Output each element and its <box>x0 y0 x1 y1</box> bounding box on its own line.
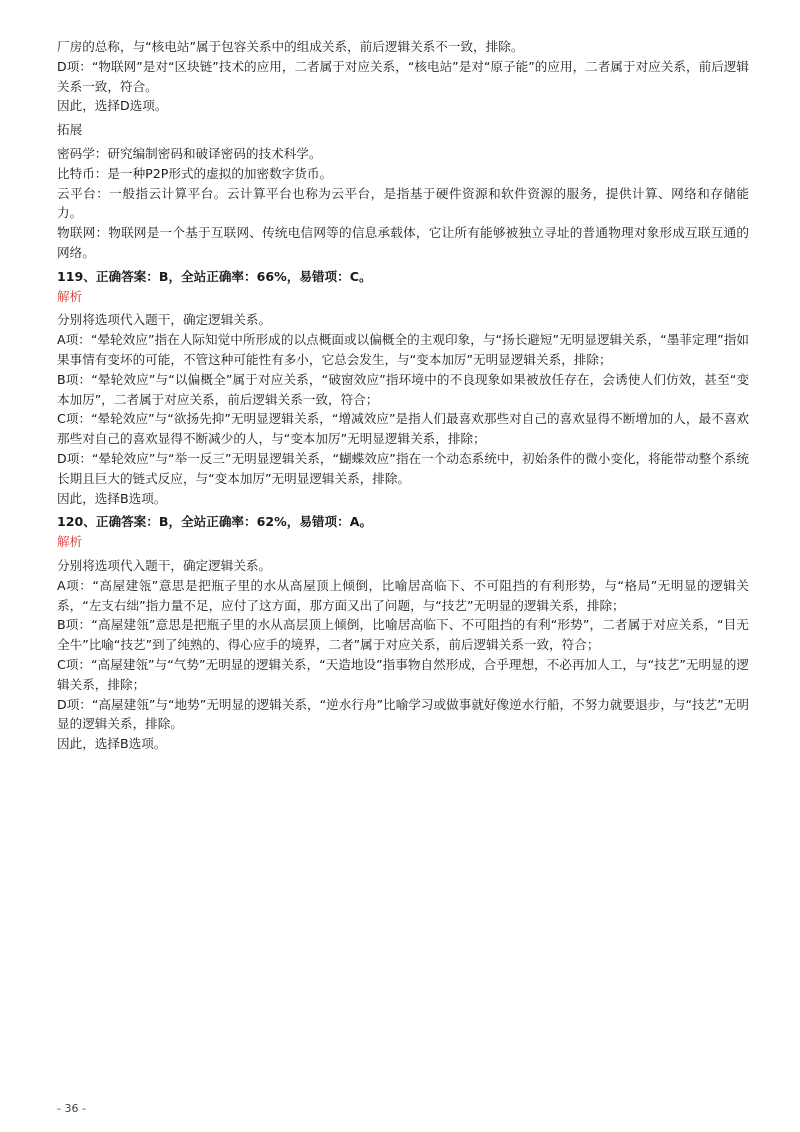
question-120-option-a: A项：“高屋建瓴”意思是把瓶子里的水从高屋顶上倾倒，比喻居高临下、不可阻挡的有利形势，与“格局”无明显的逻辑关系，“左支右绌”指力量不足，应付了这方面，那方面又出了问题，与“技艺”无明显的逻辑关系，排除； <box>57 577 749 613</box>
question-120-analysis-label: 解析 <box>57 534 83 550</box>
question-120-intro: 分别将选项代入题干，确定逻辑关系。 <box>57 557 272 573</box>
question-119-heading: 119、正确答案：B，全站正确率：66%，易错项：C。 <box>57 268 372 284</box>
question-119-intro: 分别将选项代入题干，确定逻辑关系。 <box>57 312 272 328</box>
extension-item-cryptography: 密码学：研究编制密码和破译密码的技术科学。 <box>57 145 322 161</box>
question-119-analysis-label: 解析 <box>57 288 83 304</box>
question-119-conclusion: 因此，选择B选项。 <box>57 490 167 506</box>
question-119-option-c: C项：“晕轮效应”与“欲扬先抑”无明显逻辑关系，“增减效应”是指人们最喜欢那些对自己的喜欢显得不断增加的人，最不喜欢那些对自己的喜欢显得不断减少的人，与“变本加厉”无明显逻辑关系，排除； <box>57 411 749 447</box>
extension-item-bitcoin: 比特币：是一种P2P形式的虚拟的加密数字货币。 <box>57 165 333 181</box>
page-number: - 36 - <box>57 1102 86 1115</box>
page-content <box>57 37 749 754</box>
option-d-text: D项：“物联网”是对“区块链”技术的应用，二者属于对应关系，“核电站”是对“原子能”的应用，二者属于对应关系，前后逻辑关系一致，符合。 <box>57 58 749 94</box>
extension-title: 拓展 <box>57 122 83 138</box>
question-119-option-d: D项：“晕轮效应”与“举一反三”无明显逻辑关系，“蝴蝶效应”指在一个动态系统中，初始条件的微小变化，将能带动整个系统长期且巨大的链式反应，与“变本加厉”无明显逻辑关系，排除。 <box>57 450 749 486</box>
question-120-option-b: B项：“高屋建瓴”意思是把瓶子里的水从高层顶上倾倒，比喻居高临下、不可阻挡的有利“形势”，二者属于对应关系，“目无全牛”比喻“技艺”到了纯熟的、得心应手的境界，二者”属于对应关系，前后逻辑关系一致，符合； <box>57 617 749 653</box>
conclusion-text: 因此，选择D选项。 <box>57 98 168 114</box>
question-120-heading: 120、正确答案：B，全站正确率：62%，易错项：A。 <box>57 514 373 530</box>
question-120-conclusion: 因此，选择B选项。 <box>57 736 167 752</box>
extension-item-iot: 物联网：物联网是一个基于互联网、传统电信网等的信息承载体，它让所有能够被独立寻址的普通物理对象形成互联互通的网络。 <box>57 225 749 260</box>
question-120-option-d: D项：“高屋建瓴”与“地势”无明显的逻辑关系，“逆水行舟”比喻学习或做事就好像逆水行船，不努力就要退步，与“技艺”无明显的逻辑关系，排除。 <box>57 696 749 732</box>
continuation-line: 厂房的总称，与“核电站”属于包容关系中的组成关系，前后逻辑关系不一致，排除。 <box>57 39 524 54</box>
question-120-option-c: C项：“高屋建瓴”与“气势”无明显的逻辑关系，“天造地设”指事物自然形成，合乎理想，不必再加人工，与“技艺”无明显的逻辑关系，排除； <box>57 656 749 692</box>
question-119-option-b: B项：“晕轮效应”与“以偏概全”属于对应关系，“破窗效应”指环境中的不良现象如果被放任存在，会诱使人们仿效，甚至“变本加厉”，二者属于对应关系，前后逻辑关系一致，符合； <box>57 371 749 407</box>
extension-item-cloud-platform: 云平台：一般指云计算平台。云计算平台也称为云平台，是指基于硬件资源和软件资源的服务，提供计算、网络和存储能力。 <box>57 185 749 221</box>
question-119-option-a: A项：“晕轮效应”指在人际知觉中所形成的以点概面或以偏概全的主观印象，与“扬长避短”无明显逻辑关系，“墨菲定理”指如果事情有变坏的可能，不管这种可能性有多小，它总会发生，与“变本加厉”无明显逻辑关系，排除； <box>57 332 749 367</box>
